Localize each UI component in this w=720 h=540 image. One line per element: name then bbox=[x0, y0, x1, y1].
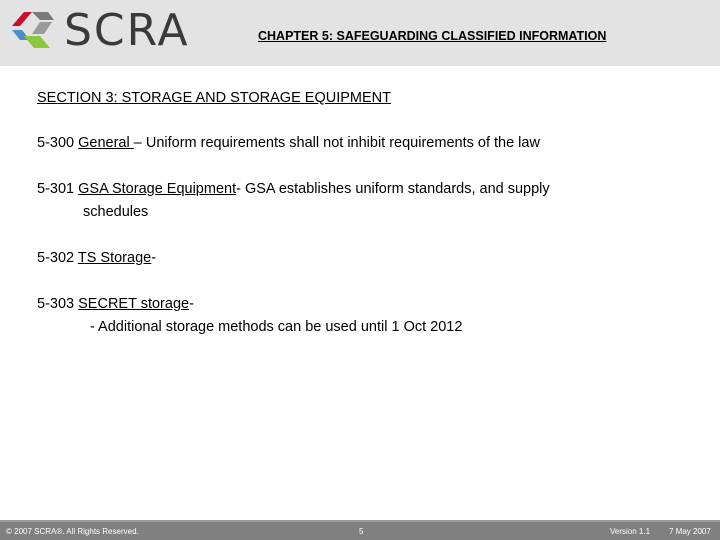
item-number: 5-301 bbox=[37, 181, 79, 197]
chapter-title: CHAPTER 5: SAFEGUARDING CLASSIFIED INFORMATION bbox=[258, 29, 607, 43]
scra-logo-mark-icon bbox=[10, 8, 60, 54]
item-text: - bbox=[189, 296, 194, 312]
footer-page-number: 5 bbox=[359, 527, 364, 536]
list-item bbox=[37, 178, 550, 224]
item-continuation: - Additional storage methods can be used until 1 Oct 2012 bbox=[90, 319, 463, 335]
footer-bar bbox=[0, 520, 720, 540]
header-bar bbox=[0, 0, 720, 66]
logo-wordmark: SCRA bbox=[64, 5, 190, 56]
item-heading: SECRET storage bbox=[78, 296, 190, 312]
item-number: 5-302 bbox=[37, 250, 78, 266]
item-number: 5-303 bbox=[37, 296, 79, 312]
scra-logo bbox=[10, 5, 190, 56]
item-text: - bbox=[151, 250, 157, 266]
footer-date: 7 May 2007 bbox=[669, 527, 711, 536]
item-text: – Uniform requirements shall not inhibit requirements of the law bbox=[133, 135, 540, 151]
item-heading: General bbox=[78, 135, 134, 151]
item-continuation: schedules bbox=[83, 204, 149, 220]
item-text: - GSA establishes uniform standards, and supply bbox=[236, 181, 550, 197]
list-item bbox=[37, 247, 156, 270]
footer-version: Version 1.1 bbox=[610, 527, 651, 536]
list-item bbox=[37, 132, 540, 155]
item-heading: TS Storage bbox=[77, 250, 152, 266]
item-number: 5-300 bbox=[37, 135, 79, 151]
item-heading: GSA Storage Equipment bbox=[78, 181, 237, 197]
list-item bbox=[37, 293, 462, 339]
footer-copyright: © 2007 SCRA®. All Rights Reserved. bbox=[6, 527, 139, 536]
section-title: SECTION 3: STORAGE AND STORAGE EQUIPMENT bbox=[37, 90, 391, 106]
